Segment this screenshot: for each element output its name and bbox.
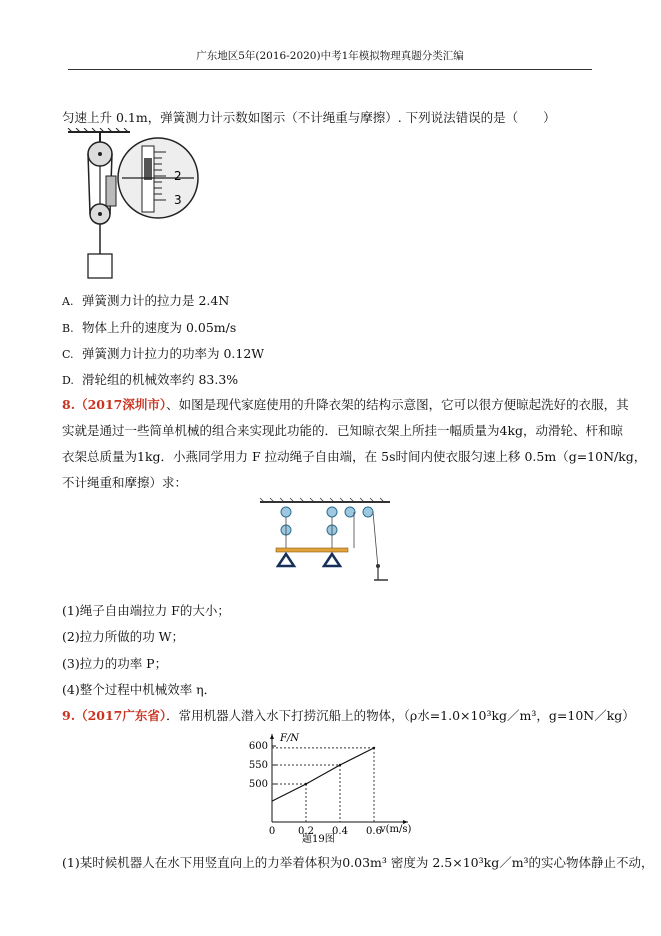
x-tick-label: 0.2 xyxy=(298,826,314,837)
x-tick-label: 0 xyxy=(268,826,276,837)
force-velocity-chart xyxy=(240,728,420,846)
question-8-number: 8. xyxy=(62,397,76,412)
option-a: A. 弹簧测力计的拉力是 2.4N xyxy=(62,293,230,308)
series-line xyxy=(272,748,374,801)
question-8-line-4: 不计绳重和摩擦）求： xyxy=(62,475,188,490)
y-tick-label: 550 xyxy=(248,760,268,771)
question-8-line-2: 实就是通过一些简单机械的组合来实现此功能的．已知晾衣架上所挂一幅质量为4kg，动滑轮、杆和晾 xyxy=(62,423,624,438)
chart-caption: 题19图 xyxy=(302,834,335,845)
data-point xyxy=(305,783,307,785)
y-tick-label: 500 xyxy=(248,779,268,790)
question-9-number: 9. xyxy=(62,708,76,723)
question-7-intro: 匀速上升 0.1m，弹簧测力计示数如图示（不计绳重与摩擦）. 下列说法错误的是（ ） xyxy=(62,110,556,125)
x-tick-label: 0.4 xyxy=(332,826,348,837)
question-9-sub-1: (1)某时候机器人在水下用竖直向上的力举着体积为0.03m³ 密度为 2.5×10³kg／m³的实心物体静止不动， xyxy=(62,855,654,870)
question-9-line-1: 9.（2017广东省）．常用机器人潜入水下打捞沉船上的物体，（ρ水=1.0×10³kg／m³，g=10N／kg） xyxy=(62,708,635,723)
scale-tick-2: 2 xyxy=(174,169,182,183)
clothes-rack-figure xyxy=(250,496,400,586)
question-8-line-3: 衣架总质量为1kg．小燕同学用力 F 拉动绳子自由端，在 5s时间内使衣服匀速上移 0.5m（g=10N/kg， xyxy=(62,449,647,464)
x-tick-label: 0.6 xyxy=(366,826,382,837)
y-axis-label: F/N xyxy=(280,733,300,744)
scale-tick-3: 3 xyxy=(174,193,182,207)
data-point xyxy=(339,764,341,766)
option-c: C. 弹簧测力计拉力的功率为 0.12W xyxy=(62,346,265,361)
pulley-spring-scale-figure xyxy=(62,128,202,280)
x-axis-label: v(m/s) xyxy=(380,824,412,835)
option-d: D. 滑轮组的机械效率约 83.3% xyxy=(62,372,239,387)
data-point xyxy=(373,747,375,749)
y-tick-label: 600 xyxy=(248,741,268,752)
question-8-source: （2017深圳市） xyxy=(75,397,167,412)
question-8-line-1: 8.（2017深圳市）、如图是现代家庭使用的升降衣架的结构示意图，它可以很方便晾起洗好的衣服，其 xyxy=(62,397,629,412)
question-8-sub-1: (1)绳子自由端拉力 F的大小； xyxy=(62,603,230,618)
question-8-sub-4: (4)整个过程中机械效率 η． xyxy=(62,682,217,697)
question-9-source: （2017广东省） xyxy=(75,708,167,723)
question-8-sub-2: (2)拉力所做的功 W； xyxy=(62,629,185,644)
page-header: 广东地区5年(2016-2020)中考1年模拟物理真题分类汇编 xyxy=(68,48,592,70)
option-b: B. 物体上升的速度为 0.05m/s xyxy=(62,320,237,335)
question-8-sub-3: (3)拉力的功率 P； xyxy=(62,656,168,671)
